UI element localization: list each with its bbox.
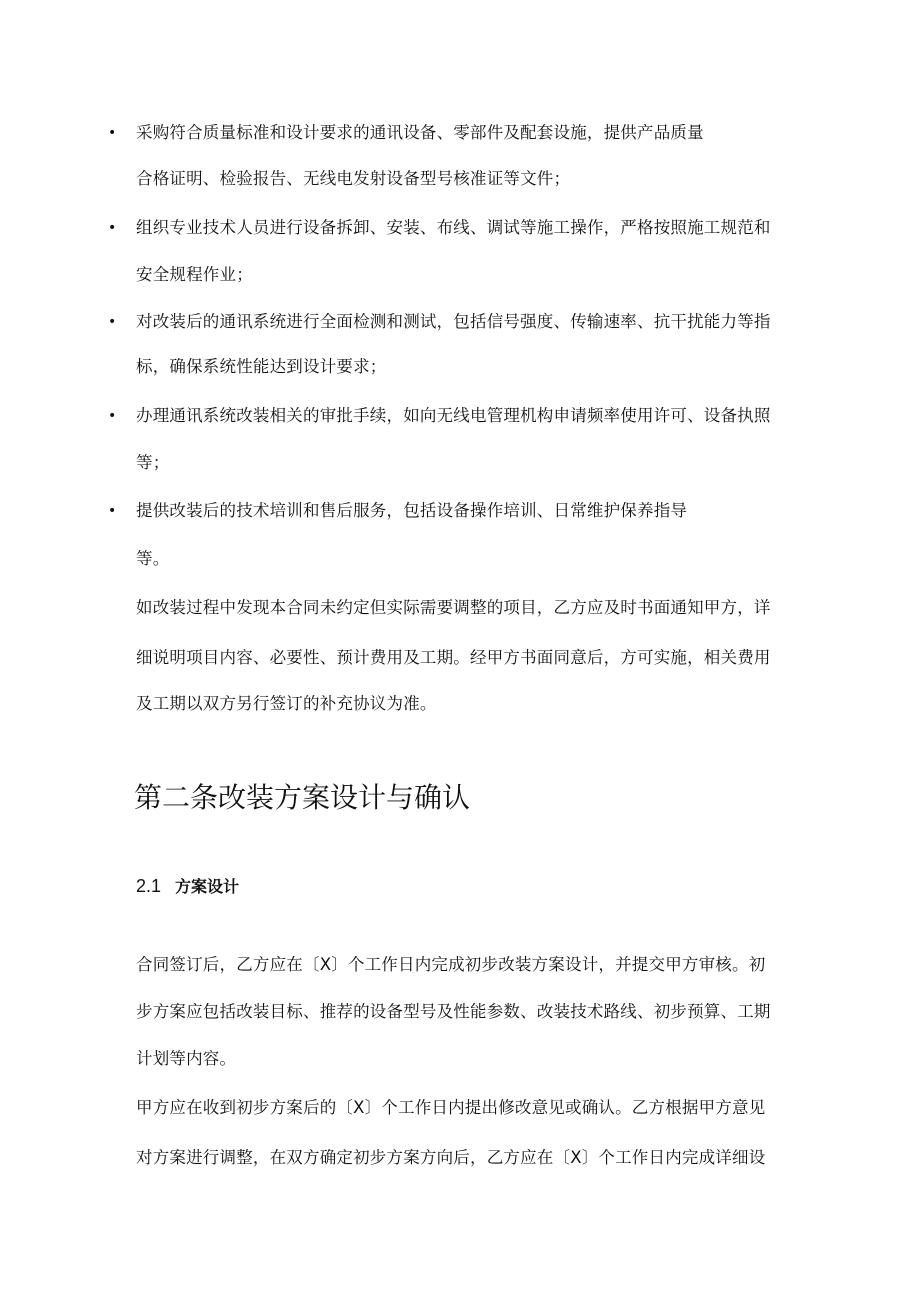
paragraph-line: 细说明项目内容、必要性、预计费用及工期。经甲方书面同意后，方可实施，相关费用	[136, 648, 771, 667]
bullet-line: 对改装后的通讯系统进行全面检测和测试，包括信号强度、传输速率、抗干扰能力等指	[136, 312, 771, 331]
bullet-line: 组织专业技术人员进行设备拆卸、安装、布线、调试等施工操作，严格按照施工规范和	[136, 218, 771, 237]
paragraph-line: 及工期以双方另行签订的补充协议为准。	[136, 694, 437, 713]
bullet-line: 办理通讯系统改装相关的审批手续，如向无线电管理机构申请频率使用许可、设备执照	[136, 406, 771, 425]
paragraph-line: 计划等内容。	[136, 1049, 237, 1068]
bullet-line: 等。	[136, 549, 170, 568]
bullet-marker: •	[108, 220, 117, 236]
bullet-line: 标，确保系统性能达到设计要求；	[136, 357, 387, 376]
bullet-marker: •	[108, 314, 117, 330]
subsection-heading	[136, 873, 239, 900]
paragraph-line: 如改装过程中发现本合同未约定但实际需要调整的项目，乙方应及时书面通知甲方，详	[136, 598, 771, 617]
paragraph-line: 甲方应在收到初步方案后的〔X〕个工作日内提出修改意见或确认。乙方根据甲方意见	[136, 1098, 766, 1117]
bullet-line: 等；	[136, 453, 170, 472]
subsection-number: 2.1	[136, 876, 162, 896]
bullet-line: 合格证明、检验报告、无线电发射设备型号核准证等文件；	[136, 169, 571, 188]
bullet-marker: •	[108, 125, 117, 141]
bullet-line: 采购符合质量标准和设计要求的通讯设备、零部件及配套设施，提供产品质量	[136, 123, 704, 142]
bullet-marker: •	[108, 503, 117, 519]
bullet-line: 安全规程作业；	[136, 265, 253, 284]
section-heading: 第二条改装方案设计与确认	[134, 781, 471, 814]
paragraph-line: 步方案应包括改装目标、推荐的设备型号及性能参数、改装技术路线、初步预算、工期	[136, 1002, 771, 1021]
bullet-marker: •	[108, 408, 117, 424]
subsection-title: 方案设计	[175, 877, 240, 896]
paragraph-line: 合同签订后，乙方应在〔X〕个工作日内完成初步改装方案设计，并提交甲方审核。初	[136, 955, 766, 974]
paragraph-line: 对方案进行调整，在双方确定初步方案方向后，乙方应在〔X〕个工作日内完成详细设	[136, 1148, 766, 1167]
bullet-line: 提供改装后的技术培训和售后服务，包括设备操作培训、日常维护保养指导	[136, 501, 688, 520]
